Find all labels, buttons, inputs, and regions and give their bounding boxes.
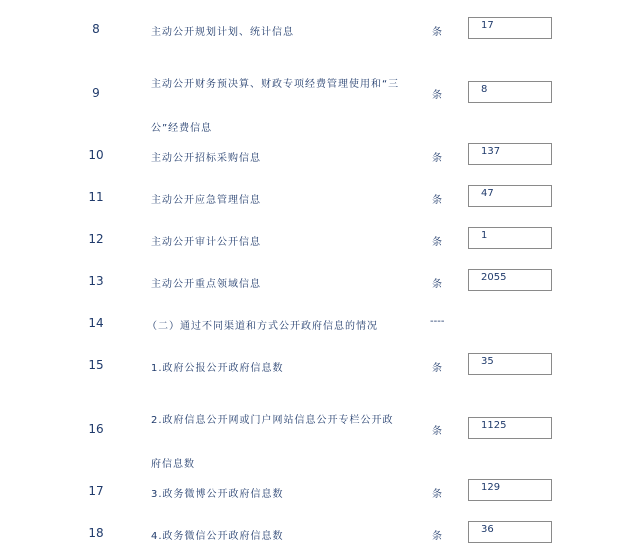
row-number: 18 <box>88 526 104 540</box>
row-label-line: 主动公开审计公开信息 <box>151 237 261 248</box>
row-unit: 条 <box>432 426 442 437</box>
row-label <box>151 359 421 374</box>
row-unit: 条 <box>432 27 442 38</box>
row-number: 16 <box>88 422 104 436</box>
row-value-field[interactable]: 8 <box>468 81 552 103</box>
row-label-line: 1.政府公报公开政府信息数 <box>151 363 284 374</box>
row-unit: 条 <box>432 237 442 248</box>
row-label-line: 主动公开应急管理信息 <box>151 195 261 206</box>
section-heading <box>147 317 427 332</box>
row-label <box>151 63 421 151</box>
row-label <box>151 485 421 500</box>
row-label-line: 2.政府信息公开网或门户网站信息公开专栏公开政 <box>151 415 394 426</box>
row-value-field[interactable]: 129 <box>468 479 552 501</box>
row-number: 15 <box>88 358 104 372</box>
row-label-line: （二）通过不同渠道和方式公开政府信息的情况 <box>147 321 378 332</box>
row-label-line: 主动公开财务预决算、财政专项经费管理使用和“三 <box>151 79 400 90</box>
row-label <box>151 399 421 487</box>
row-unit: 条 <box>432 531 442 542</box>
row-value-field[interactable]: 2055 <box>468 269 552 291</box>
row-unit: 条 <box>432 489 442 500</box>
row-value-field[interactable]: 1 <box>468 227 552 249</box>
row-label-line: 主动公开规划计划、统计信息 <box>151 27 294 38</box>
row-label <box>151 149 421 164</box>
row-label-line: 主动公开招标采购信息 <box>151 153 261 164</box>
row-unit: 条 <box>432 90 442 101</box>
row-label-line: 府信息数 <box>151 459 195 470</box>
row-unit: 条 <box>432 153 442 164</box>
row-number: 8 <box>92 22 100 36</box>
row-label <box>151 233 421 248</box>
row-unit: ---- <box>430 316 445 327</box>
row-unit: 条 <box>432 279 442 290</box>
row-label <box>151 191 421 206</box>
row-value-field[interactable]: 47 <box>468 185 552 207</box>
row-number: 17 <box>88 484 104 498</box>
row-number: 11 <box>88 190 104 204</box>
row-label-line: 3.政务微博公开政府信息数 <box>151 489 284 500</box>
row-label-line: 公”经费信息 <box>151 123 213 134</box>
row-value-field[interactable]: 137 <box>468 143 552 165</box>
row-value-field[interactable]: 1125 <box>468 417 552 439</box>
row-number: 13 <box>88 274 104 288</box>
row-unit: 条 <box>432 363 442 374</box>
row-label-line: 4.政务微信公开政府信息数 <box>151 531 284 542</box>
row-number: 12 <box>88 232 104 246</box>
row-label <box>151 527 421 542</box>
row-value-field[interactable]: 17 <box>468 17 552 39</box>
row-unit: 条 <box>432 195 442 206</box>
row-number: 14 <box>88 316 104 330</box>
row-label <box>151 275 421 290</box>
row-label <box>151 23 421 38</box>
row-label-line: 主动公开重点领域信息 <box>151 279 261 290</box>
row-value-field[interactable]: 35 <box>468 353 552 375</box>
row-value-field[interactable]: 36 <box>468 521 552 543</box>
row-number: 10 <box>88 148 104 162</box>
row-number: 9 <box>92 86 100 100</box>
